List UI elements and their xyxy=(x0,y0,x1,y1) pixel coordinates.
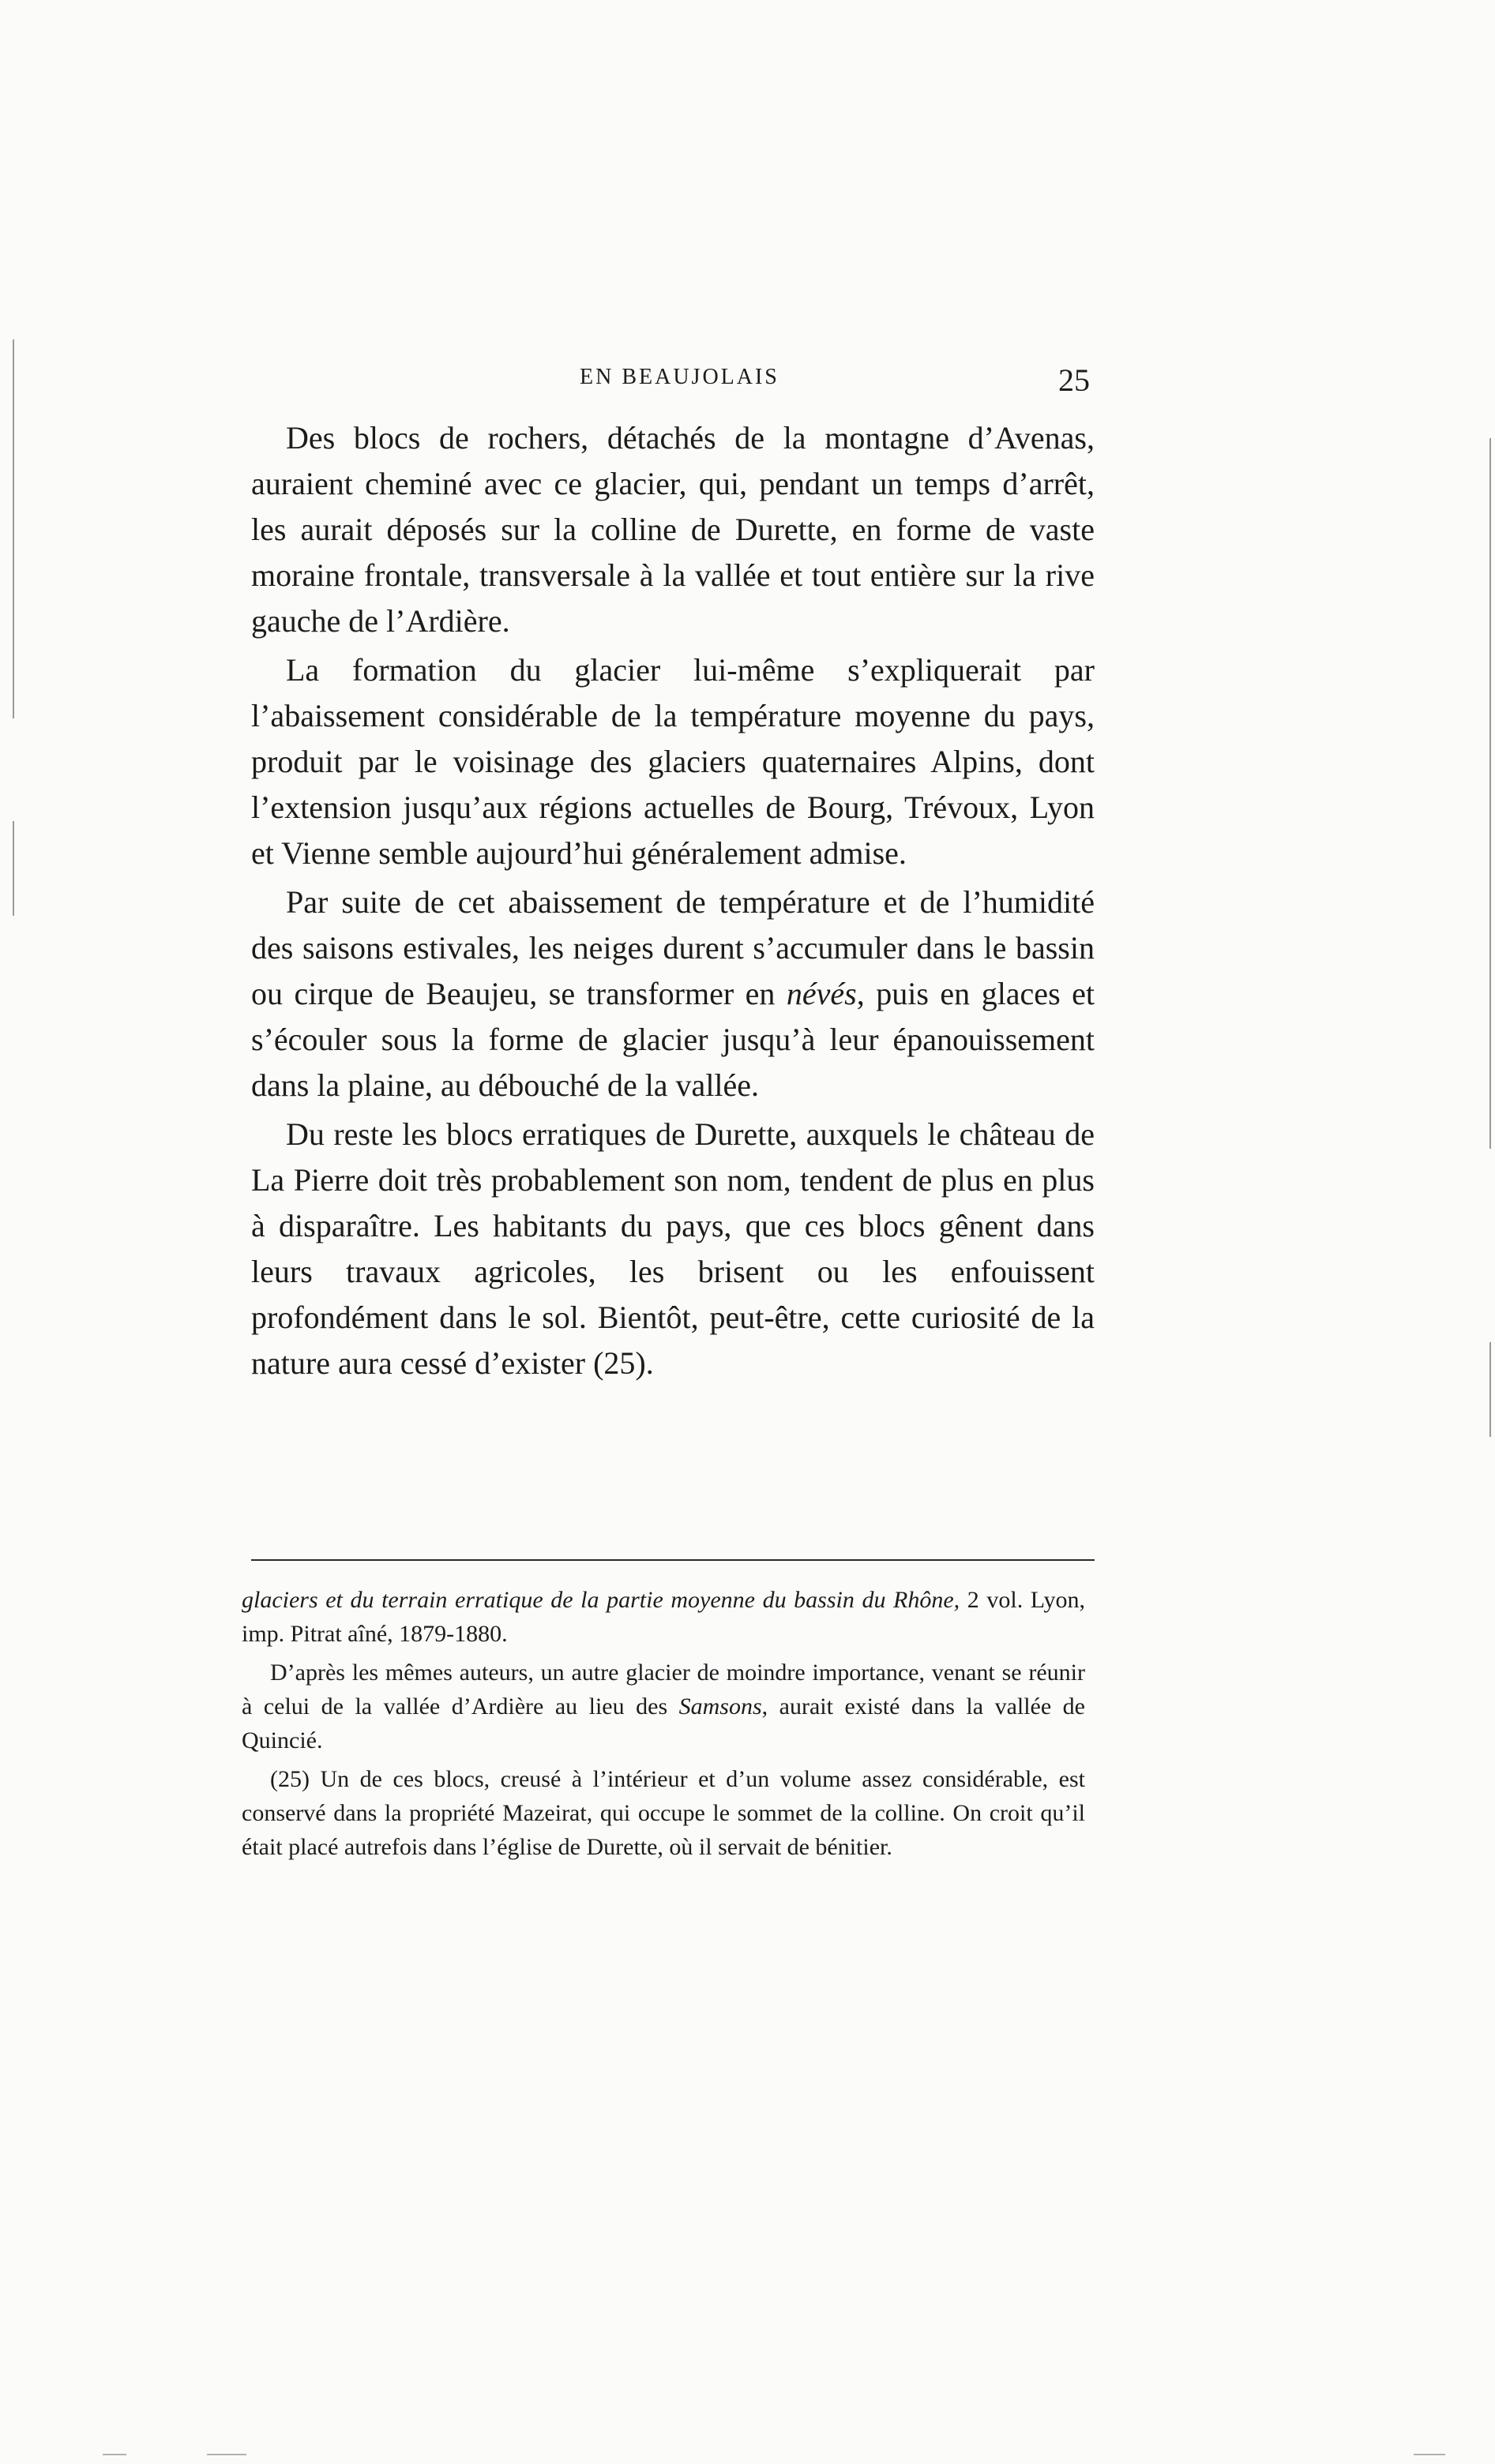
scan-edge-left xyxy=(13,339,14,718)
paragraph-3-start: Par suite de cet abaissement de température et de l’humidité des saisons estivales, les neiges durent s’accumuler dans le bassin ou cirque de Beaujeu, se transformer en xyxy=(251,884,1095,1011)
footnote-continuation xyxy=(242,1583,1085,1651)
scan-edge-right xyxy=(1489,438,1491,1149)
paragraph-3-italic-term: névés xyxy=(786,976,857,1011)
scan-bottom-mark-3 xyxy=(1414,2454,1445,2455)
footnote-2-end: , aurait existé dans la vallée de Quincié. xyxy=(242,1693,1085,1753)
running-head xyxy=(253,362,1090,398)
footnote-2-start: D’après les mêmes auteurs, un autre glacier de moindre importance, venant se réunir à celui de la vallée d’Ardière au lieu des xyxy=(242,1660,1085,1720)
main-text xyxy=(251,415,1095,1386)
scan-bottom-mark-2 xyxy=(207,2454,246,2455)
footnotes xyxy=(242,1583,1085,1864)
page-number: 25 xyxy=(1058,362,1090,398)
footnote-25: (25) Un de ces blocs, creusé à l’intérieur et d’un volume assez considérable, est conservé dans la propriété Mazeirat, qui occupe le sommet de la colline. On croit qu’il était placé autrefois dans l’église de Durette, où il servait de bénitier. xyxy=(242,1766,1085,1860)
footnote-1-italic-title: glaciers et du terrain erratique de la partie moyenne du bassin du Rhône, xyxy=(242,1587,960,1613)
paragraph-3 xyxy=(251,879,1095,1108)
scan-edge-right-lower xyxy=(1489,1342,1491,1437)
footnote-1-rest: 2 vol. Lyon, imp. Pitrat aîné, 1879-1880. xyxy=(242,1587,1085,1647)
paragraph-4: Du reste les blocs erratiques de Durette, auxquels le château de La Pierre doit très probablement son nom, tendent de plus en plus à disparaître. Les habitants du pays, que ces blocs gênent dans leurs travaux agricoles, les brisent ou les enfouissent profondément dans le sol. Bientôt, peut-être, cette curiosité de la nature aura cessé d’exister (25). xyxy=(251,1116,1095,1381)
running-title: EN BEAUJOLAIS xyxy=(580,365,779,389)
paragraph-1: Des blocs de rochers, détachés de la montagne d’Avenas, auraient cheminé avec ce glacier, qui, pendant un temps d’arrêt, les aurait déposés sur la colline de Durette, en forme de vaste moraine frontale, transversale à la vallée et tout entière sur la rive gauche de l’Ardière. xyxy=(251,420,1095,639)
scan-bottom-mark xyxy=(103,2454,126,2455)
paragraph-2: La formation du glacier lui-même s’expliquerait par l’abaissement considérable de la température moyenne du pays, produit par le voisinage des glaciers quaternaires Alpins, dont l’extension jusqu’aux régions actuelles de Bourg, Trévoux, Lyon et Vienne semble aujourd’hui généralement admise. xyxy=(251,652,1095,871)
paragraph-3-end: , puis en glaces et s’écouler sous la forme de glacier jusqu’à leur épanouissement dans la plaine, au débouché de la vallée. xyxy=(251,976,1095,1103)
footnote-2-italic-place: Samsons xyxy=(678,1693,762,1720)
footnote-separator xyxy=(251,1559,1095,1561)
scan-edge-left-lower xyxy=(13,821,14,916)
footnote-2 xyxy=(242,1656,1085,1757)
